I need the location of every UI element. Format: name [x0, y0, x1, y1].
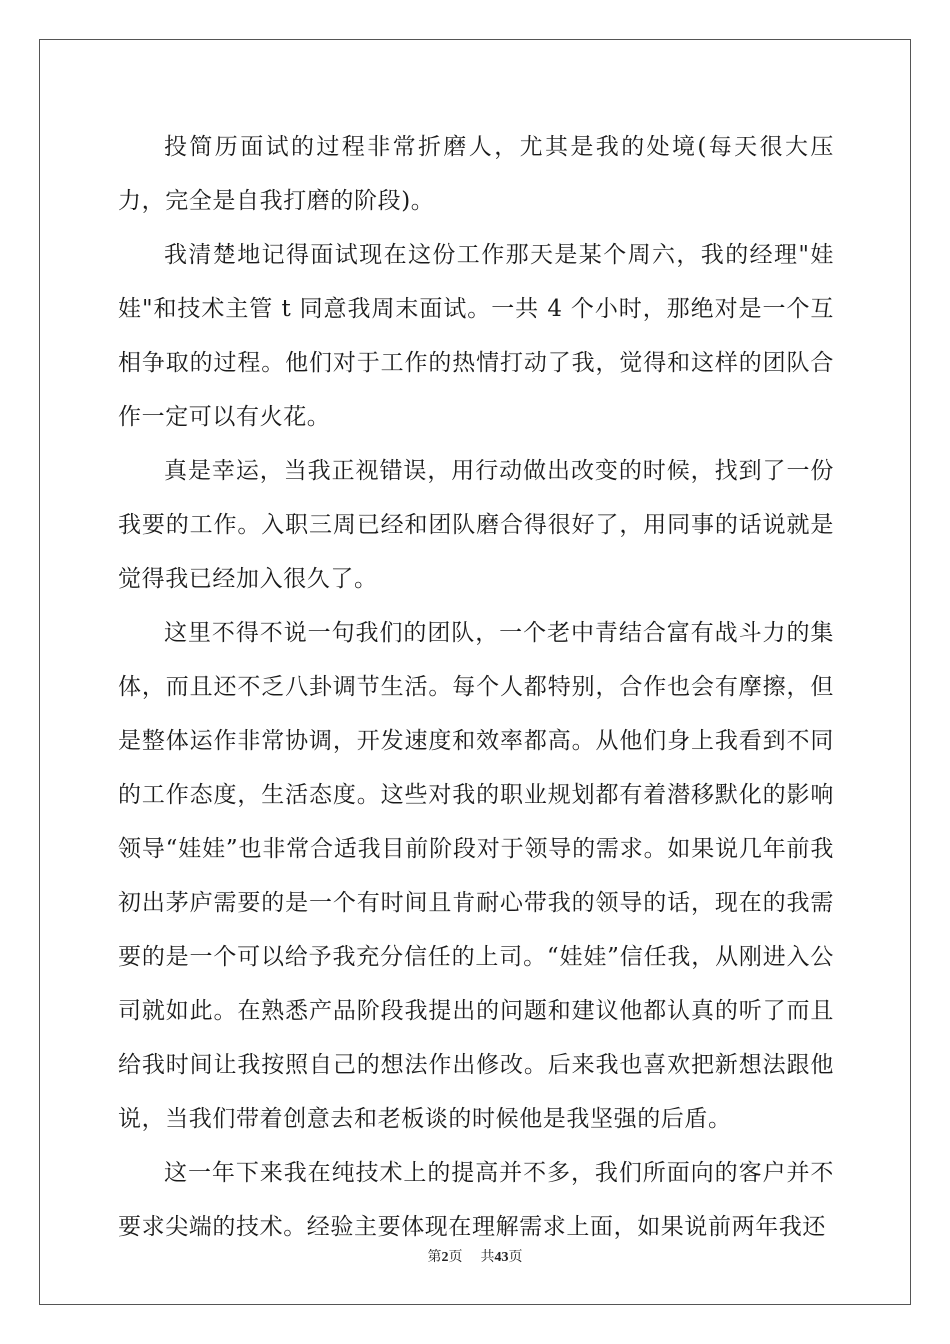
page-prefix: 第 — [427, 1249, 442, 1265]
paragraph: 这一年下来我在纯技术上的提高并不多，我们所面向的客户并不要求尖端的技术。经验主要体现在理解需求上面，如果说前两年我还 — [118, 1160, 834, 1240]
page-footer — [0, 1246, 950, 1266]
total-suffix: 页 — [508, 1249, 523, 1265]
page-number: 2 — [441, 1250, 449, 1265]
paragraph: 真是幸运，当我正视错误，用行动做出改变的时候，找到了一份我要的工作。入职三周已经和团队磨合得很好了，用同事的话说就是觉得我已经加入很久了。 — [118, 458, 834, 592]
paragraph: 我清楚地记得面试现在这份工作那天是某个周六，我的经理"娃娃"和技术主管 t 同意我周末面试。一共 4 个小时，那绝对是一个互相争取的过程。他们对于工作的热情打动了我，觉得和这样的团队合作一定可以有火花。 — [118, 242, 834, 430]
page-suffix: 页 — [448, 1249, 463, 1265]
paragraph: 投简历面试的过程非常折磨人，尤其是我的处境(每天很大压力，完全是自我打磨的阶段)。 — [118, 134, 834, 214]
document-body — [118, 120, 834, 1254]
paragraph: 这里不得不说一句我们的团队，一个老中青结合富有战斗力的集体，而且还不乏八卦调节生活。每个人都特别，合作也会有摩擦，但是整体运作非常协调，开发速度和效率都高。从他们身上我看到不同的工作态度，生活态度。这些对我的职业规划都有着潜移默化的影响领导“娃娃”也非常合适我目前阶段对于领导的需求。如果说几年前我初出茅庐需要的是一个有时间且肯耐心带我的领导的话，现在的我需要的是一个可以给予我充分信任的上司。“娃娃”信任我，从刚进入公司就如此。在熟悉产品阶段我提出的问题和建议他都认真的听了而且给我时间让我按照自己的想法作出修改。后来我也喜欢把新想法跟他说，当我们带着创意去和老板谈的时候他是我坚强的后盾。 — [118, 620, 834, 1132]
total-prefix: 共 — [480, 1249, 495, 1265]
total-pages: 43 — [494, 1250, 509, 1265]
